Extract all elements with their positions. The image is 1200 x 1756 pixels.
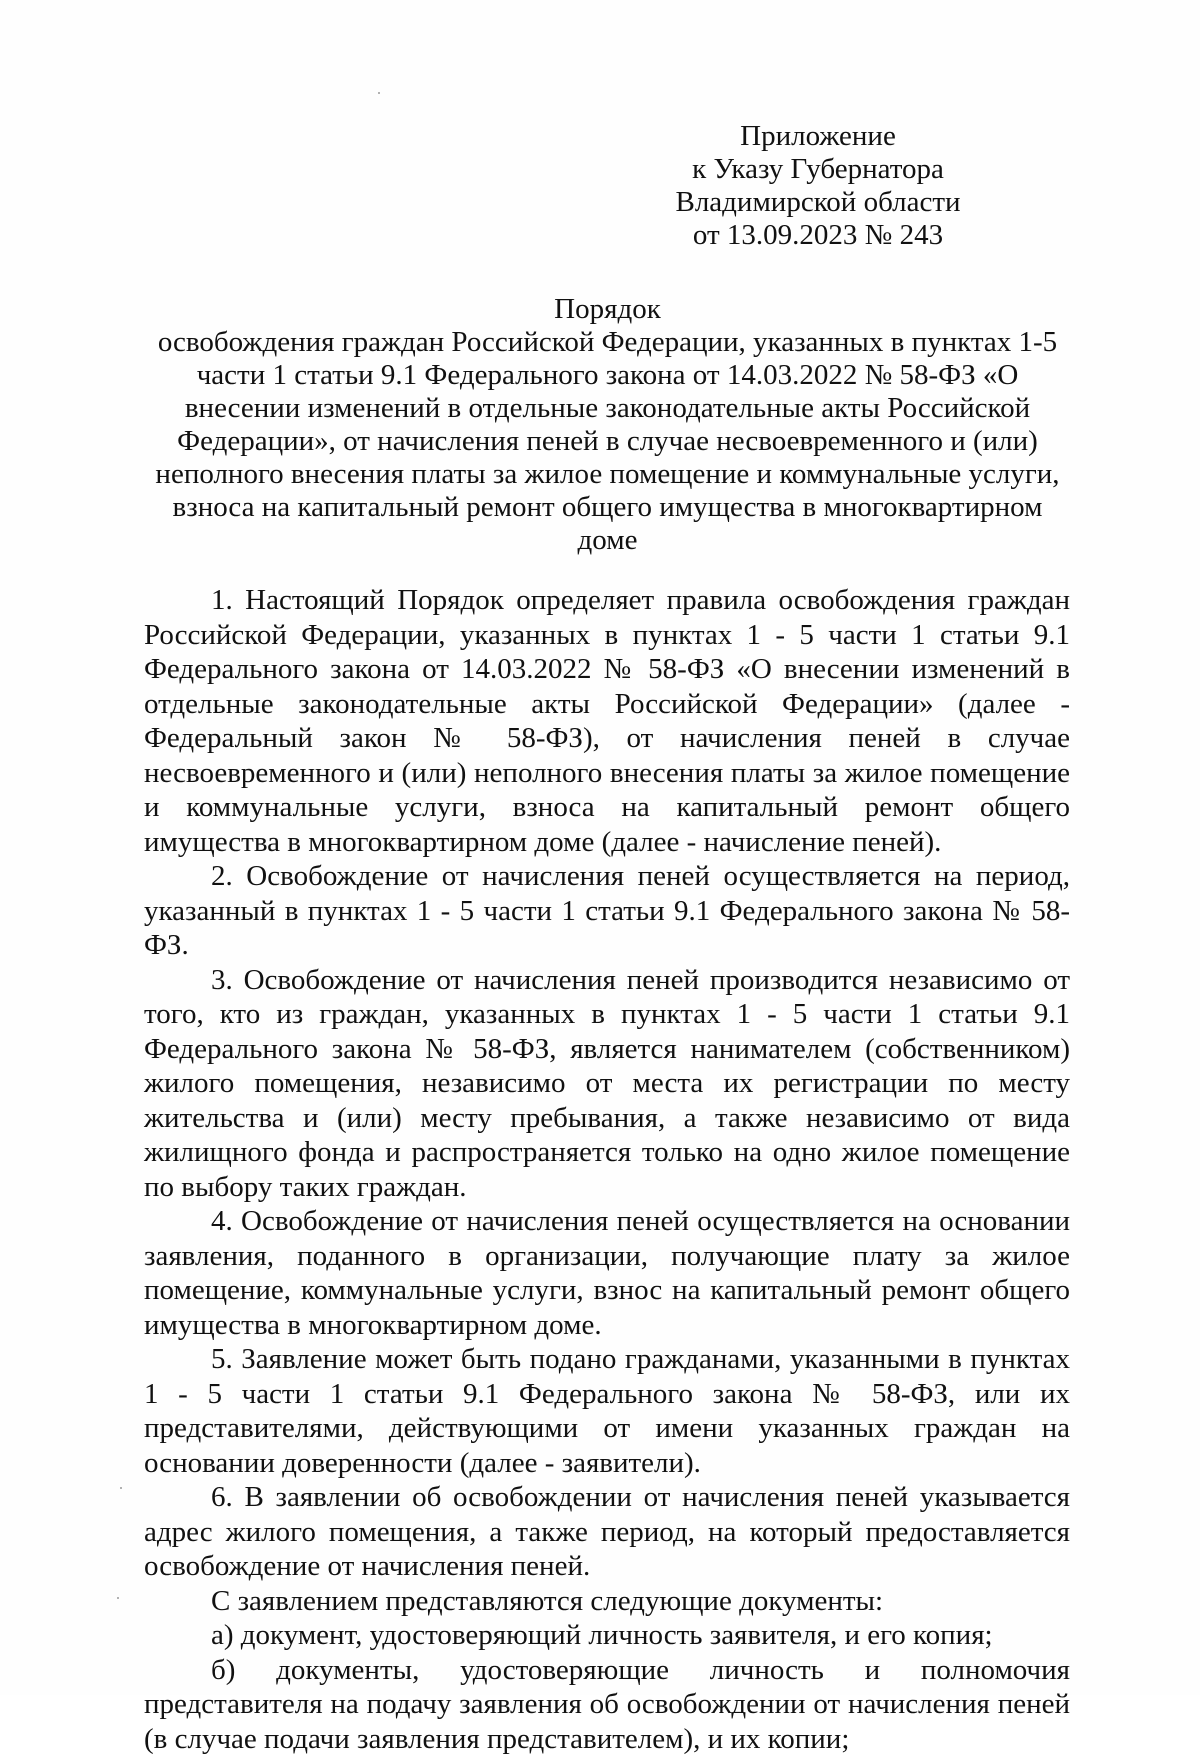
paragraph-1: 1. Настоящий Порядок определяет правила освобождения граждан Российской Федерации, указанных в пунктах 1 - 5 части 1 статьи 9.1 Федерального закона от 14.03.2022 № 58-ФЗ «О внесении изменений в отдельные законодательные акты Российской Федерации» (далее - Федеральный закон № 58-ФЗ), от начисления пеней в случае несвоевременного и (или) неполного внесения платы за жилое помещение и коммунальные услуги, взноса на капитальный ремонт общего имущества в многоквартирном доме (далее - начисление пеней). <box>144 583 1070 859</box>
scan-speck <box>120 1487 122 1489</box>
documents-item-a: а) документ, удостоверяющий личность заявителя, и его копия; <box>144 1618 1070 1653</box>
paragraph-5: 5. Заявление может быть подано гражданами, указанными в пунктах 1 - 5 части 1 статьи 9.1 Федерального закона № 58-ФЗ, или их представителями, действующими от имени указанных граждан на основании доверенности (далее - заявители). <box>144 1342 1070 1480</box>
paragraph-6: 6. В заявлении об освобождении от начисления пеней указывается адрес жилого помещения, а также период, на который предоставляется освобождение от начисления пеней. <box>144 1480 1070 1584</box>
title-heading: Порядок <box>145 293 1070 326</box>
scan-speck <box>117 1597 119 1599</box>
paragraph-4: 4. Освобождение от начисления пеней осуществляется на основании заявления, поданного в организации, получающие плату за жилое помещение, коммунальные услуги, взнос на капитальный ремонт общего имущества в многоквартирном доме. <box>144 1204 1070 1342</box>
title-text: освобождения граждан Российской Федерации, указанных в пунктах 1-5 части 1 статьи 9.1 Федерального закона от 14.03.2022 № 58-ФЗ «О внесении изменений в отдельные законодательные акты Российской Федерации», от начисления пеней в случае несвоевременного и (или) неполного внесения платы за жилое помещение и коммунальные услуги, взноса на капитальный ремонт общего имущества в многоквартирном доме <box>155 326 1059 556</box>
scan-speck <box>378 92 380 94</box>
document-title <box>145 293 1070 557</box>
paragraph-3: 3. Освобождение от начисления пеней производится независимо от того, кто из граждан, указанных в пунктах 1 - 5 части 1 статьи 9.1 Федерального закона № 58-ФЗ, является нанимателем (собственником) жилого помещения, независимо от места их регистрации по месту жительства и (или) месту пребывания, а также независимо от вида жилищного фонда и распространяется только на одно жилое помещение по выбору таких граждан. <box>144 963 1070 1205</box>
paragraph-2: 2. Освобождение от начисления пеней осуществляется на период, указанный в пунктах 1 - 5 части 1 статьи 9.1 Федерального закона № 58-ФЗ. <box>144 859 1070 963</box>
appendix-decree-ref: к Указу Губернатора <box>668 153 968 186</box>
document-body <box>144 583 1070 1756</box>
appendix-label: Приложение <box>668 120 968 153</box>
documents-item-b: б) документы, удостоверяющие личность и полномочия представителя на подачу заявления об освобождении от начисления пеней (в случае подачи заявления представителем), и их копии; <box>144 1653 1070 1756</box>
appendix-block <box>668 120 968 252</box>
appendix-region: Владимирской области <box>668 186 968 219</box>
appendix-date-number: от 13.09.2023 № 243 <box>668 219 968 252</box>
documents-intro: С заявлением представляются следующие документы: <box>144 1584 1070 1619</box>
